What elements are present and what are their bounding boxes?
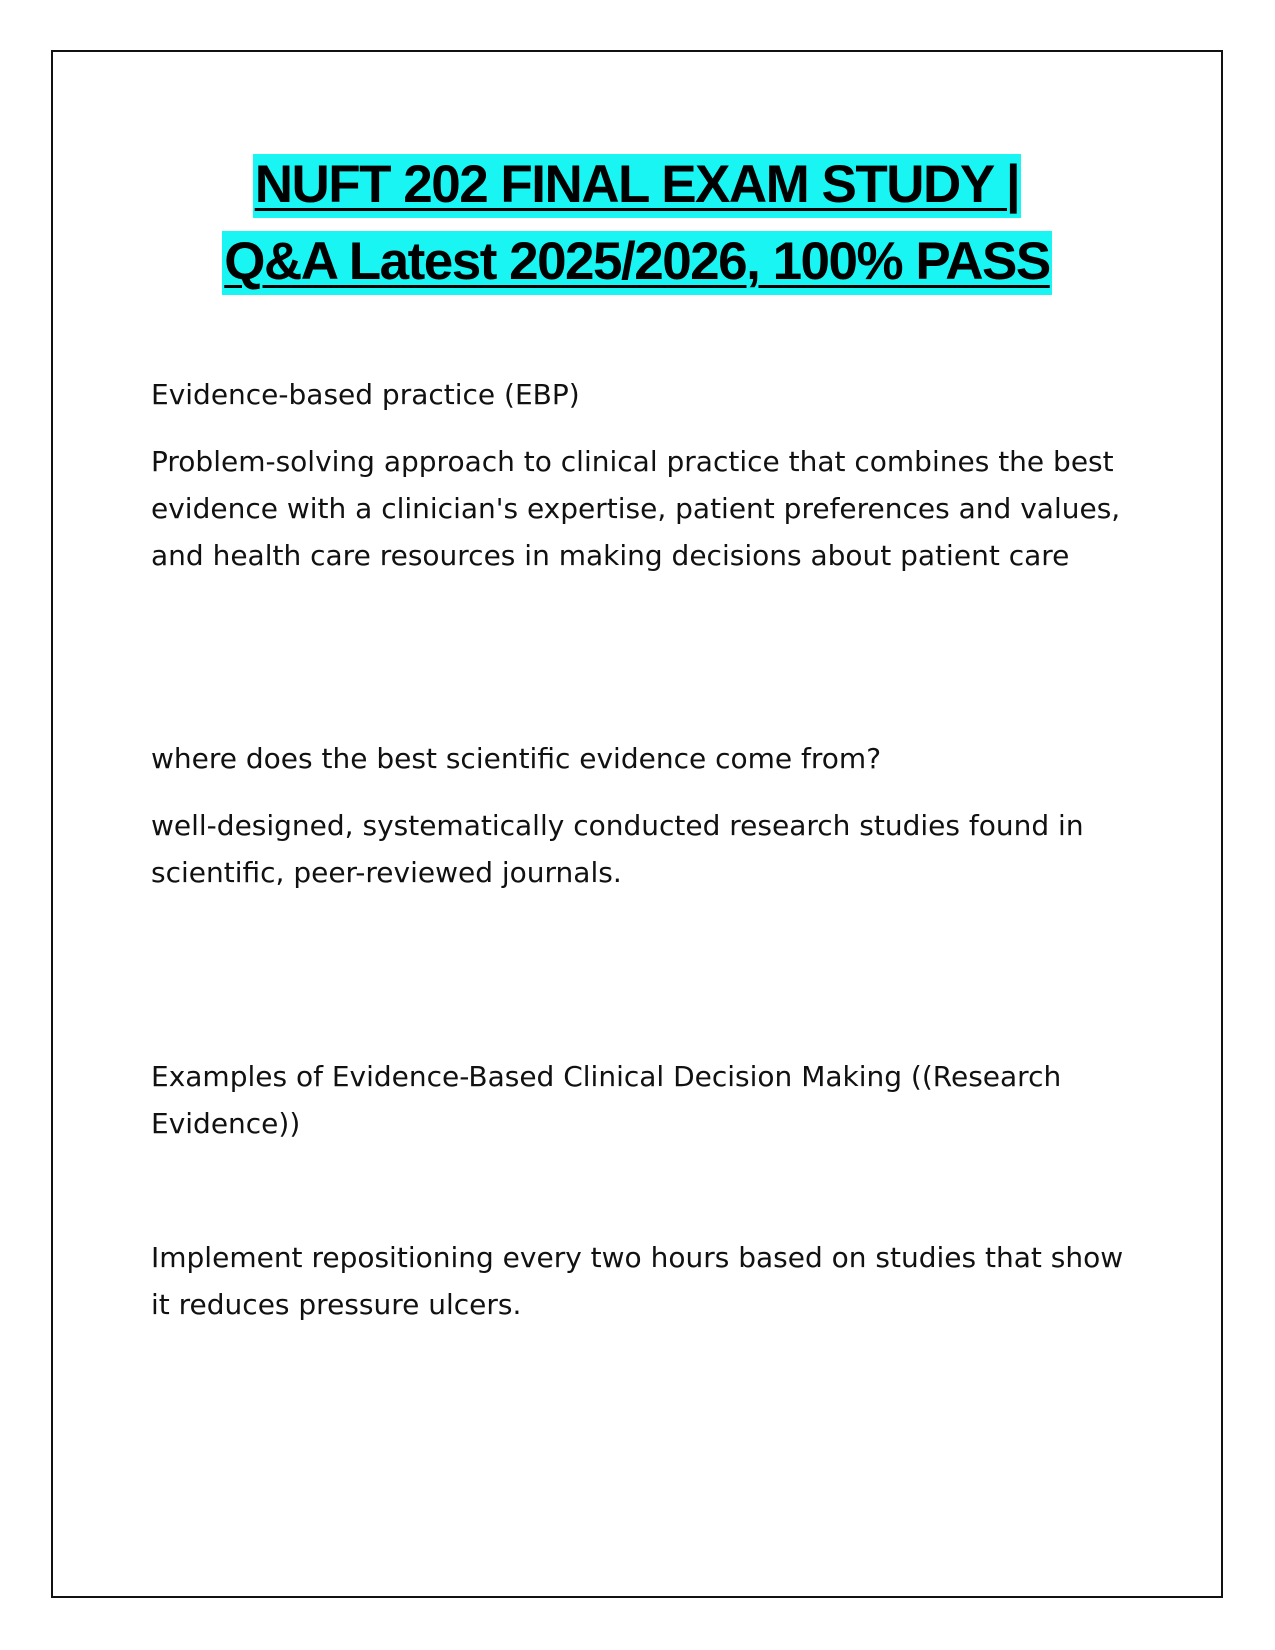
answer-2 [151, 802, 1131, 896]
title-line-1: NUFT 202 FINAL EXAM STUDY | [253, 154, 1022, 218]
answer-text: Problem-solving approach to clinical practice that combines the best evidence with a clinician's expertise, patient preferences and values, and health care resources in making decisions about patient care [151, 445, 1121, 572]
question-text: where does the best scientific evidence come from? [151, 742, 882, 775]
answer-1 [151, 438, 1131, 579]
question-text: Evidence-based practice (EBP) [151, 378, 580, 411]
answer-3 [151, 1234, 1131, 1328]
question-2 [151, 735, 1131, 782]
title-line-2: Q&A Latest 2025/2026, 100% PASS [222, 231, 1052, 295]
question-text: Examples of Evidence-Based Clinical Decision Making ((Research Evidence)) [151, 1060, 1062, 1140]
answer-text: well-designed, systematically conducted research studies found in scientific, peer-reviewed journals. [151, 809, 1084, 889]
document-title [51, 146, 1223, 300]
question-3 [151, 1053, 1131, 1147]
question-1 [151, 371, 1131, 418]
answer-text: Implement repositioning every two hours based on studies that show it reduces pressure ulcers. [151, 1241, 1124, 1321]
